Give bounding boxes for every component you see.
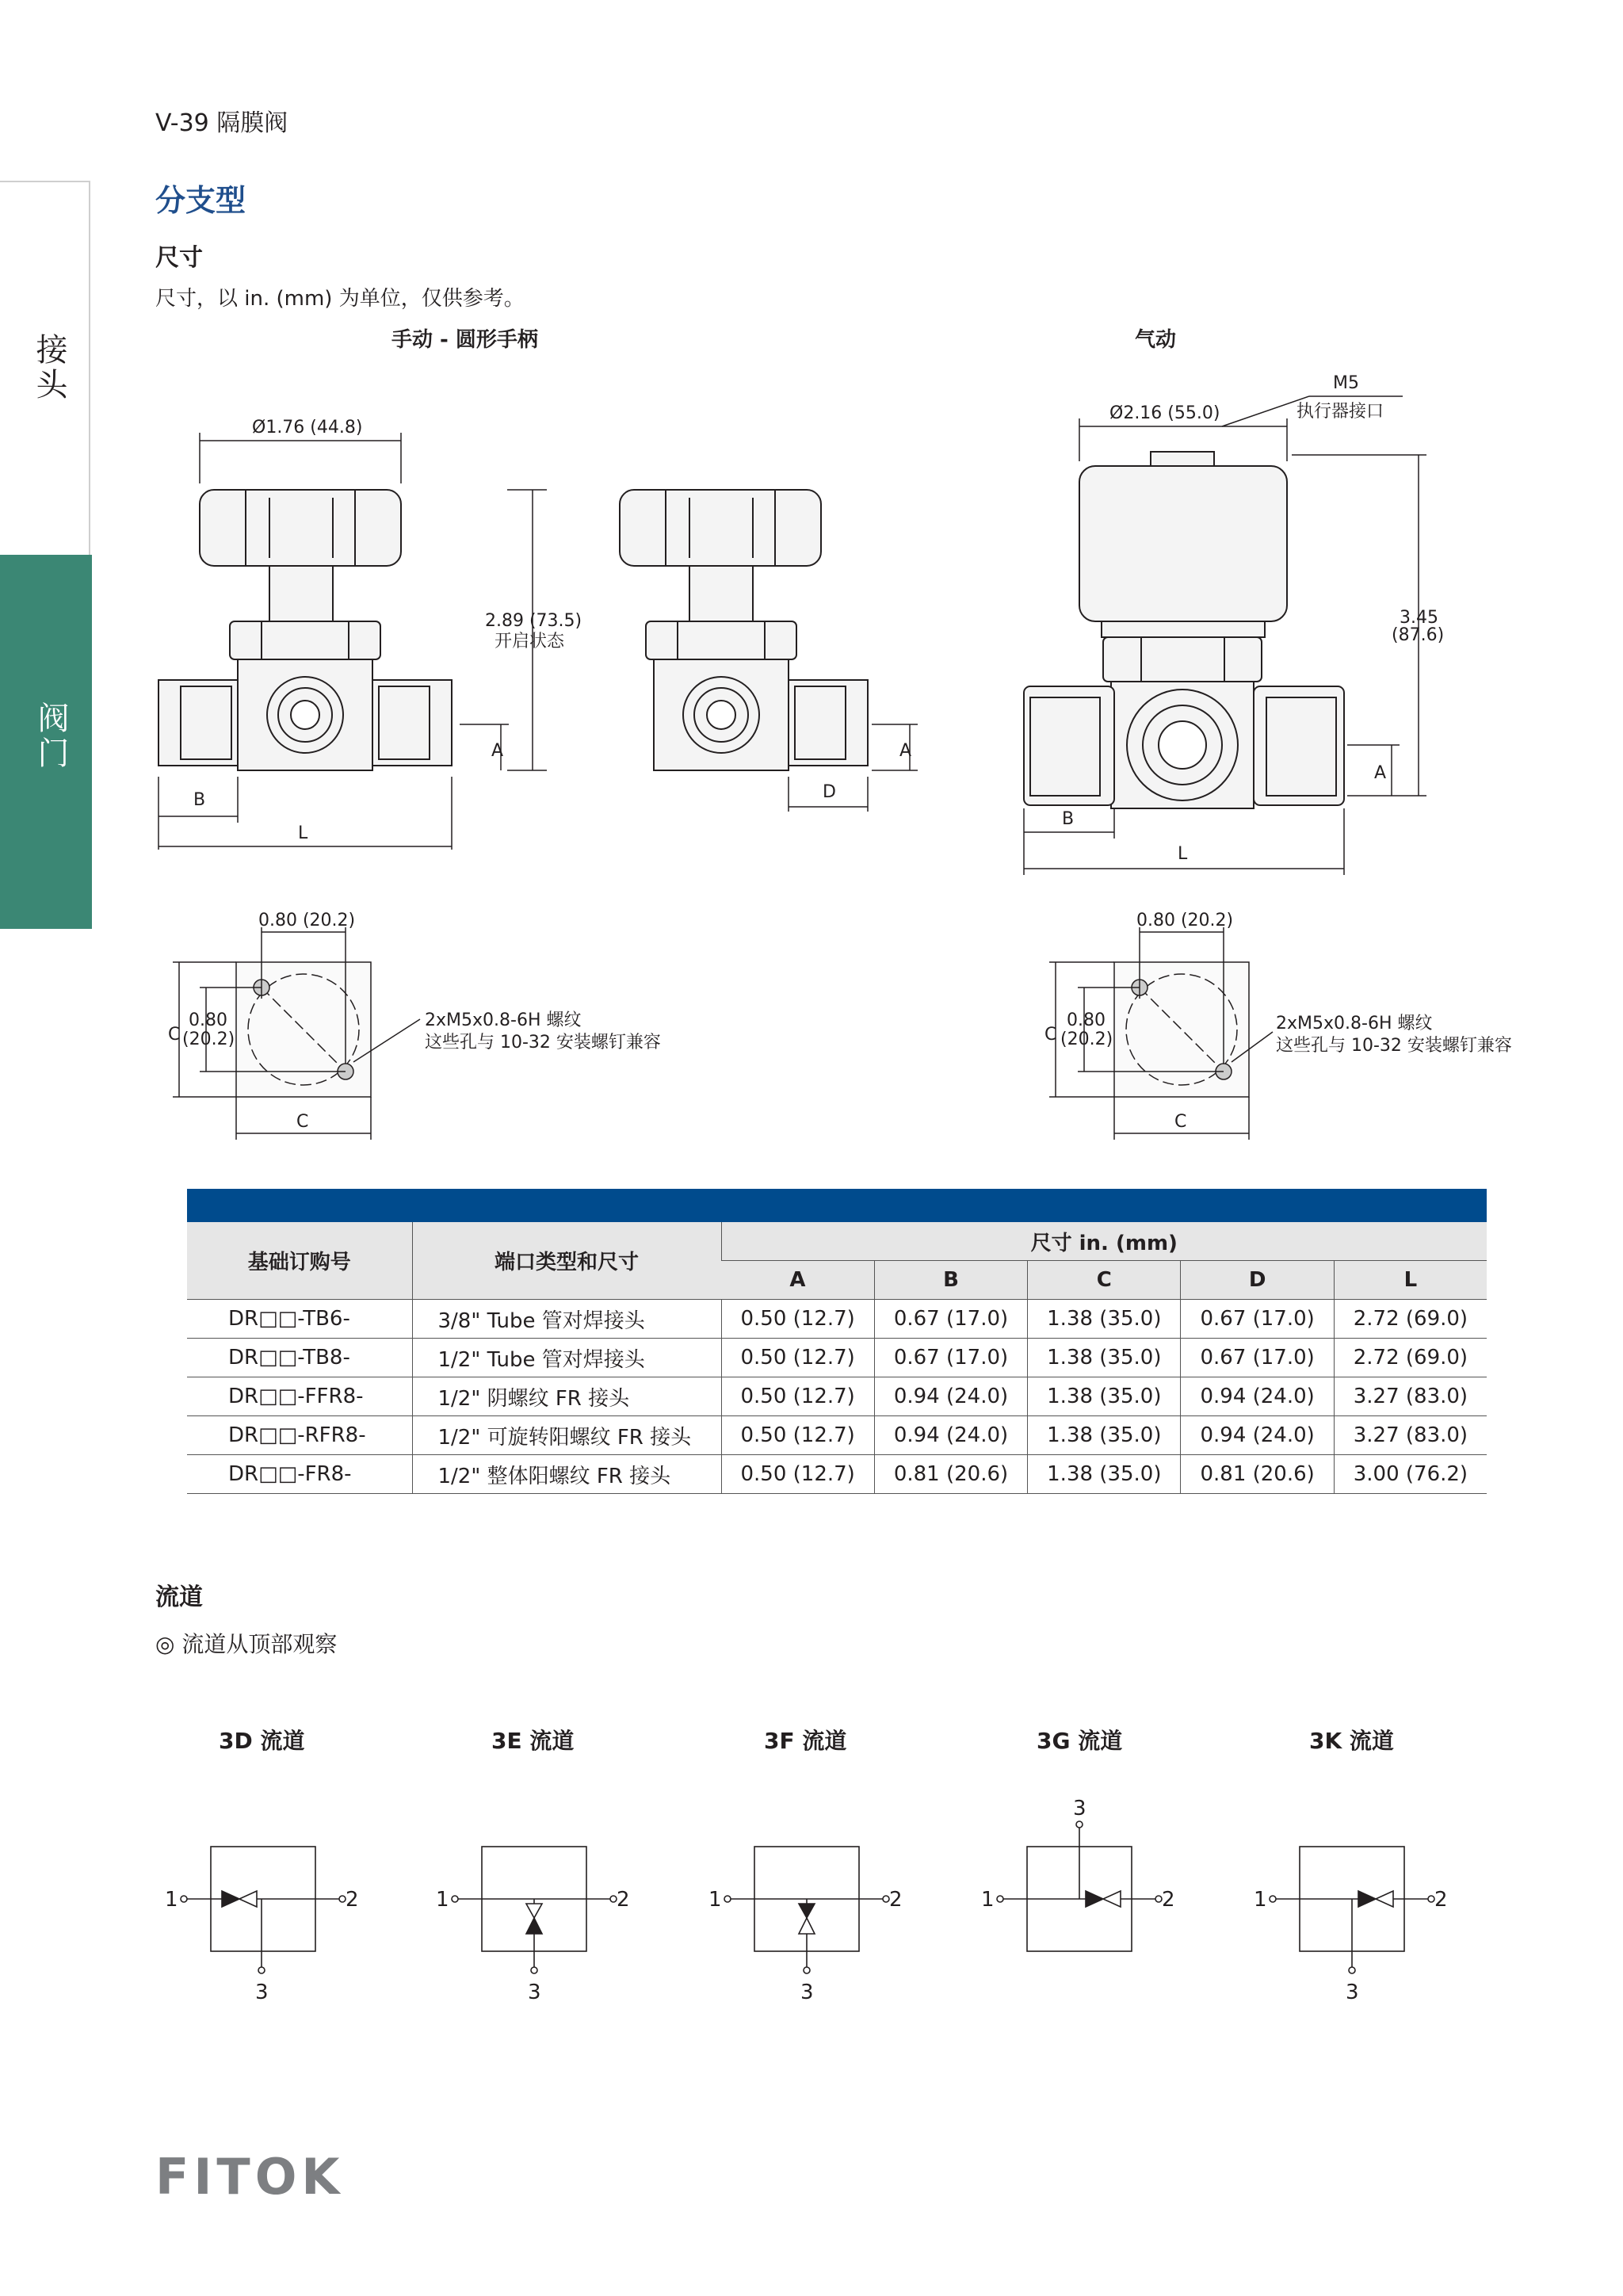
header-base: 基础订购号 [187, 1222, 412, 1300]
cell-c: 1.38 (35.0) [1028, 1300, 1181, 1339]
flow-label-3g: 3G 流道 [1037, 1728, 1123, 1754]
header-a: A [721, 1261, 874, 1300]
flow-diagram-3g [997, 1821, 1162, 1951]
manual-c-val: 0.80 [189, 1010, 227, 1030]
port-label: 1 [165, 1888, 178, 1912]
port-label: 2 [1434, 1888, 1448, 1912]
cell-b: 0.94 (24.0) [874, 1377, 1027, 1416]
cell-b: 0.67 (17.0) [874, 1300, 1027, 1339]
pneu-dim-c: C [1044, 1025, 1057, 1045]
cell-d: 0.94 (24.0) [1181, 1416, 1334, 1455]
table-top-bar [187, 1189, 1487, 1222]
cell-a: 0.50 (12.7) [721, 1300, 874, 1339]
cell-d: 0.67 (17.0) [1181, 1300, 1334, 1339]
table-header-row [187, 1222, 1487, 1261]
flow-label-3e: 3E 流道 [491, 1728, 575, 1754]
manual-c-val-mm: (20.2) [182, 1030, 235, 1049]
dimension-drawings [0, 349, 1623, 1149]
port-label: 3 [800, 1981, 814, 2004]
cell-c: 1.38 (35.0) [1028, 1377, 1181, 1416]
table-row [187, 1377, 1487, 1416]
fitok-logo: FITOK [155, 2148, 345, 2206]
pneu-c-val-mm: (20.2) [1060, 1030, 1113, 1049]
manual-dim-a: A [491, 741, 504, 761]
flow-label-3k: 3K 流道 [1309, 1728, 1394, 1754]
header-d: D [1181, 1261, 1334, 1300]
table-row [187, 1339, 1487, 1377]
port-label: 3 [255, 1981, 269, 2004]
manual-dim-l: L [298, 823, 308, 843]
cell-port: 3/8" Tube 管对焊接头 [412, 1300, 721, 1339]
dimensions-title: 尺寸 [155, 244, 203, 272]
flow-bullet: ◎ 流道从顶部观察 [155, 1631, 338, 1657]
pneumatic-diameter: Ø2.16 (55.0) [1109, 403, 1220, 423]
cell-a: 0.50 (12.7) [721, 1339, 874, 1377]
manual-height-note: 开启状态 [495, 632, 565, 651]
section-title: 分支型 [155, 183, 246, 218]
pneumatic-valve-front [1024, 452, 1344, 808]
cell-c: 1.38 (35.0) [1028, 1416, 1181, 1455]
table-row [187, 1300, 1487, 1339]
cell-b: 0.81 (20.6) [874, 1455, 1027, 1494]
pneu-hole-note1: 2xM5x0.8-6H 螺纹 [1276, 1014, 1433, 1033]
cell-a: 0.50 (12.7) [721, 1416, 874, 1455]
flow-diagram-3d [181, 1847, 346, 1973]
cell-port: 1/2" Tube 管对焊接头 [412, 1339, 721, 1377]
cell-d: 0.94 (24.0) [1181, 1377, 1334, 1416]
flow-diagram-3e [452, 1847, 617, 1973]
port-label: 1 [708, 1888, 722, 1912]
pneumatic-height-mm: (87.6) [1392, 625, 1445, 645]
side-tab-fittings-label: 接头 [31, 333, 67, 403]
pneumatic-dim-b: B [1062, 809, 1075, 829]
flow-diagram-3f [724, 1847, 889, 1973]
flow-diagram-3k [1270, 1847, 1434, 1973]
cell-l: 2.72 (69.0) [1334, 1339, 1487, 1377]
port-label: 1 [1254, 1888, 1267, 1912]
page-header: V-39 隔膜阀 [155, 109, 288, 137]
dimensions-note: 尺寸，以 in. (mm) 为单位，仅供参考。 [155, 287, 525, 311]
flow-label-3f: 3F 流道 [764, 1728, 847, 1754]
cell-port: 1/2" 阴螺纹 FR 接头 [412, 1377, 721, 1416]
pneumatic-dim-a: A [1374, 763, 1387, 783]
manual-dim-c: C [168, 1025, 181, 1045]
pneu-hole-spacing: 0.80 (20.2) [1136, 911, 1234, 930]
port-label: 3 [528, 1981, 541, 2004]
cell-b: 0.94 (24.0) [874, 1416, 1027, 1455]
dimension-table [187, 1189, 1487, 1494]
manual-dim-b: B [193, 790, 206, 810]
pneu-bottom-c: C [1174, 1112, 1187, 1132]
pneu-c-val: 0.80 [1067, 1010, 1106, 1030]
header-b: B [874, 1261, 1027, 1300]
cell-base: DR□□-TB6- [187, 1300, 412, 1339]
cell-a: 0.50 (12.7) [721, 1377, 874, 1416]
flow-title: 流道 [155, 1584, 203, 1611]
cell-base: DR□□-FR8- [187, 1455, 412, 1494]
cell-l: 3.27 (83.0) [1334, 1416, 1487, 1455]
table-row [187, 1455, 1487, 1494]
cell-d: 0.67 (17.0) [1181, 1339, 1334, 1377]
cell-base: DR□□-FFR8- [187, 1377, 412, 1416]
side-dim-a: A [899, 741, 912, 761]
manual-bottom-c: C [296, 1112, 309, 1132]
cell-port: 1/2" 整体阳螺纹 FR 接头 [412, 1455, 721, 1494]
manual-valve-side [620, 490, 868, 770]
header-dim: 尺寸 in. (mm) [721, 1222, 1487, 1261]
pneumatic-port: M5 [1333, 373, 1359, 393]
cell-l: 3.00 (76.2) [1334, 1455, 1487, 1494]
manual-height: 2.89 (73.5) [485, 611, 582, 631]
cell-l: 2.72 (69.0) [1334, 1300, 1487, 1339]
port-label: 3 [1073, 1797, 1086, 1820]
cell-c: 1.38 (35.0) [1028, 1455, 1181, 1494]
port-label: 2 [1162, 1888, 1175, 1912]
port-label: 1 [981, 1888, 995, 1912]
cell-a: 0.50 (12.7) [721, 1455, 874, 1494]
header-port: 端口类型和尺寸 [412, 1222, 721, 1300]
pneumatic-port-note: 执行器接口 [1296, 402, 1384, 422]
cell-port: 1/2" 可旋转阳螺纹 FR 接头 [412, 1416, 721, 1455]
cell-d: 0.81 (20.6) [1181, 1455, 1334, 1494]
side-dim-d: D [823, 782, 836, 802]
port-label: 3 [1346, 1981, 1359, 2004]
flow-label-3d: 3D 流道 [219, 1728, 305, 1754]
manual-valve-front [158, 490, 452, 770]
port-label: 2 [889, 1888, 903, 1912]
pneu-hole-note2: 这些孔与 10-32 安装螺钉兼容 [1276, 1036, 1512, 1056]
pneumatic-label: 气动 [1135, 328, 1177, 352]
side-tab-valves-label: 阀门 [32, 701, 69, 771]
cell-c: 1.38 (35.0) [1028, 1339, 1181, 1377]
cell-l: 3.27 (83.0) [1334, 1377, 1487, 1416]
manual-hole-spacing: 0.80 (20.2) [258, 911, 356, 930]
port-label: 1 [436, 1888, 449, 1912]
manual-hole-note2: 这些孔与 10-32 安装螺钉兼容 [425, 1033, 661, 1052]
manual-label: 手动 - 圆形手柄 [391, 328, 538, 352]
flow-diagrams [0, 1775, 1623, 2013]
port-label: 2 [617, 1888, 630, 1912]
cell-base: DR□□-RFR8- [187, 1416, 412, 1455]
cell-b: 0.67 (17.0) [874, 1339, 1027, 1377]
table-row [187, 1416, 1487, 1455]
port-label: 2 [346, 1888, 359, 1912]
pneumatic-height: 3.45 [1400, 608, 1438, 628]
header-c: C [1028, 1261, 1181, 1300]
manual-diameter: Ø1.76 (44.8) [252, 418, 363, 437]
cell-base: DR□□-TB8- [187, 1339, 412, 1377]
manual-hole-note1: 2xM5x0.8-6H 螺纹 [425, 1010, 582, 1030]
header-l: L [1334, 1261, 1487, 1300]
pneumatic-dim-l: L [1178, 844, 1188, 864]
